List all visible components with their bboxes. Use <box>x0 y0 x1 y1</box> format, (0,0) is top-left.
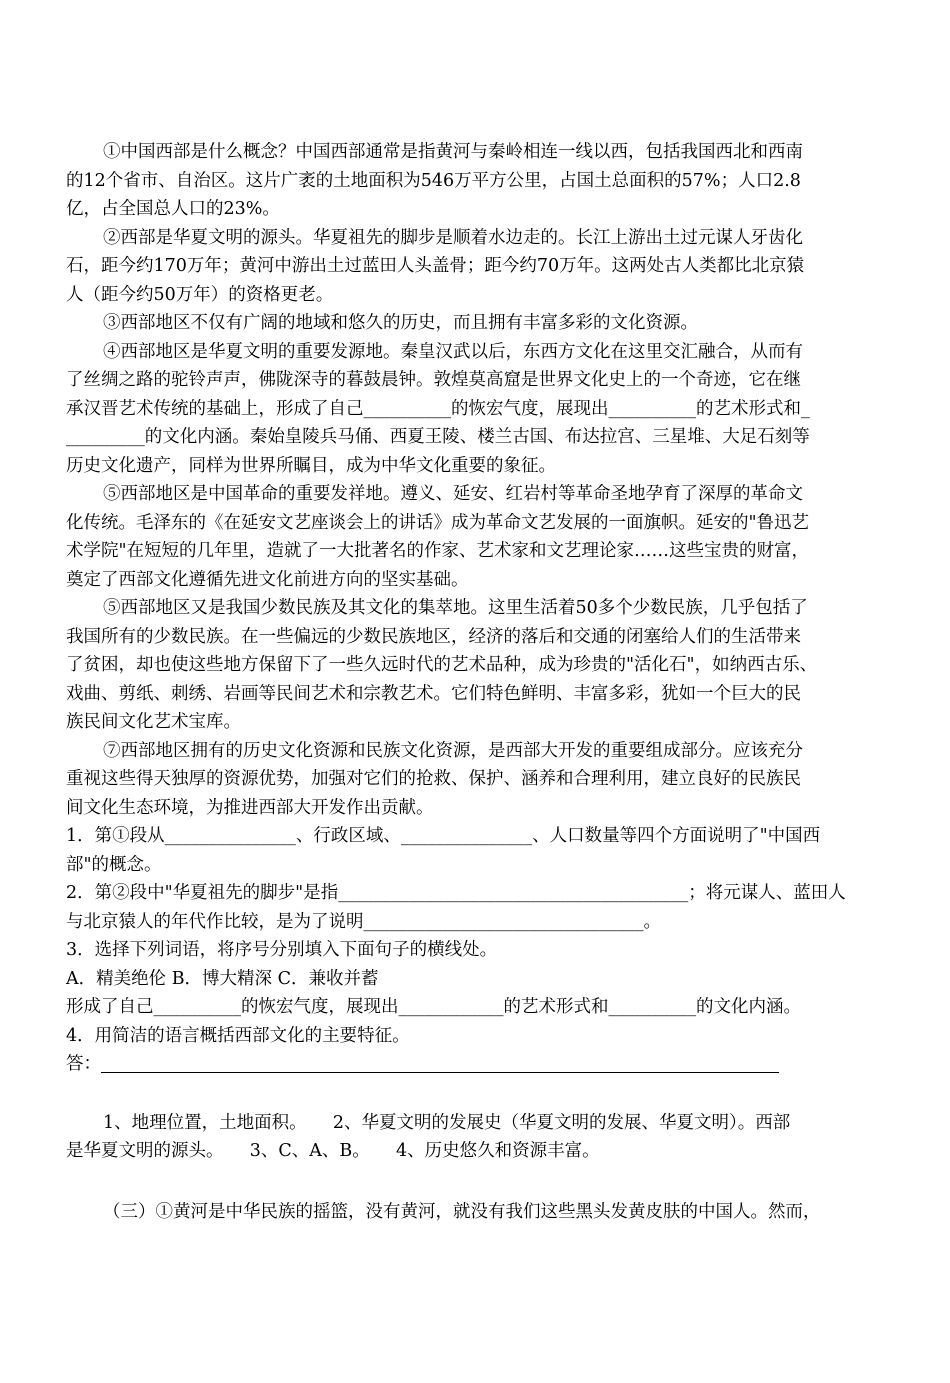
question-3-options: A．精美绝伦 B．博大精深 C．兼收并蓄 <box>66 968 379 989</box>
paragraph-4-line: 承汉晋艺术传统的基础上，形成了自己__________的恢宏气度，展现出__________的艺术形式和_ <box>66 398 810 419</box>
question-3-line: 3．选择下列词语，将序号分别填入下面句子的横线处。 <box>66 940 498 960</box>
paragraph-7-line: 间文化生态环境，为推进西部大开发作出贡献。 <box>66 797 434 818</box>
paragraph-6-line: ⑤西部地区又是我国少数民族及其文化的集萃地。这里生活着50多个少数民族，几乎包括了 <box>103 598 808 618</box>
question-4-line: 4．用简洁的语言概括西部文化的主要特征。 <box>66 1025 410 1046</box>
paragraph-6-line: 了贫困，却也使这些地方保留下了一些久远时代的艺术品种，成为珍贵的"活化石"，如纳西古乐、 <box>66 655 818 675</box>
answer-blank <box>101 1052 779 1073</box>
paragraph-4-line: 历史文化遗产，同样为世界所瞩目，成为中华文化重要的象征。 <box>66 455 556 476</box>
paragraph-2-line: 人（距今约50万年）的资格更老。 <box>66 284 334 305</box>
answer-line <box>66 1050 886 1079</box>
paragraph-1-line: 亿，占全国总人口的23%。 <box>66 199 280 219</box>
paragraph-7-line: 重视这些得天独厚的资源优势，加强对它们的抢救、保护、涵养和合理利用，建立良好的民族民 <box>66 769 801 789</box>
question-1-line: 1．第①段从_______________、行政区域、_______________、人口数量等四个方面说明了"中国西 <box>66 826 821 846</box>
question-1-line: 部"的概念。 <box>66 854 162 875</box>
next-section-line: （三）①黄河是中华民族的摇篮，没有黄河，就没有我们这些黑头发黄皮肤的中国人。然而， <box>103 1201 821 1222</box>
answer-prompt: 答： <box>66 1054 101 1074</box>
paragraph-1-line: 的12个省市、自治区。这片广袤的土地面积为546万平方公里，占国土总面积的57%；人口2.8 <box>66 170 801 191</box>
paragraph-3-line: ③西部地区不仅有广阔的地域和悠久的历史，而且拥有丰富多彩的文化资源。 <box>103 313 698 333</box>
paragraph-4-line: _________的文化内涵。秦始皇陵兵马俑、西夏王陵、楼兰古国、布达拉宫、三星堆、大足石刻等 <box>66 427 810 447</box>
document-page <box>66 138 886 1226</box>
question-3-sentence: 形成了自己__________的恢宏气度，展现出____________的艺术形式和__________的文化内涵。 <box>66 997 801 1017</box>
paragraph-4-line: ④西部地区是华夏文明的重要发源地。秦皇汉武以后，东西方文化在这里交汇融合，从而有 <box>103 341 803 362</box>
paragraph-6-line: 族民间文化艺术宝库。 <box>66 712 241 732</box>
paragraph-5-line: 奠定了西部文化遵循先进文化前进方向的坚实基础。 <box>66 569 469 590</box>
paragraph-5-line: ⑤西部地区是中国革命的重要发祥地。遵义、延安、红岩村等革命圣地孕育了深厚的革命文 <box>103 484 803 504</box>
paragraph-6-line: 戏曲、剪纸、刺绣、岩画等民间艺术和宗教艺术。它们特色鲜明、丰富多彩，犹如一个巨大的民 <box>66 683 801 704</box>
paragraph-2-line: 石，距今约170万年；黄河中游出土过蓝田人头盖骨；距今约70万年。这两处古人类都比北京猿 <box>66 256 805 276</box>
paragraph-5-line: 术学院"在短短的几年里，造就了一大批著名的作家、艺术家和文艺理论家……这些宝贵的财富， <box>66 541 810 561</box>
paragraph-4-line: 了丝绸之路的驼铃声声，佛陇深寺的暮鼓晨钟。敦煌莫高窟是世界文化史上的一个奇迹，它在继 <box>66 370 801 390</box>
paragraph-5-line: 化传统。毛泽东的《在延安文艺座谈会上的讲话》成为革命文艺发展的一面旗帜。延安的"鲁迅艺 <box>66 512 810 533</box>
answer-key-line: 1、地理位置，土地面积。 2、华夏文明的发展史（华夏文明的发展、华夏文明）。西部 <box>103 1112 791 1133</box>
answer-key-line: 是华夏文明的源头。 3、C、A、B。 4、历史悠久和资源丰富。 <box>66 1141 600 1161</box>
paragraph-1-line: ①中国西部是什么概念？中国西部通常是指黄河与秦岭相连一线以西，包括我国西北和西南 <box>103 142 803 162</box>
question-2-line: 2．第②段中"华夏祖先的脚步"是指________________________________________；将元谋人、蓝田人 <box>66 883 846 903</box>
paragraph-2-line: ②西部是华夏文明的源头。华夏祖先的脚步是顺着水边走的。长江上游出土过元谋人牙齿化 <box>103 227 803 248</box>
paragraph-7-line: ⑦西部地区拥有的历史文化资源和民族文化资源，是西部大开发的重要组成部分。应该充分 <box>103 740 803 761</box>
paragraph-6-line: 我国所有的少数民族。在一些偏远的少数民族地区，经济的落后和交通的闭塞给人们的生活带来 <box>66 626 801 647</box>
question-2-line: 与北京猿人的年代作比较，是为了说明________________________________。 <box>66 911 661 932</box>
